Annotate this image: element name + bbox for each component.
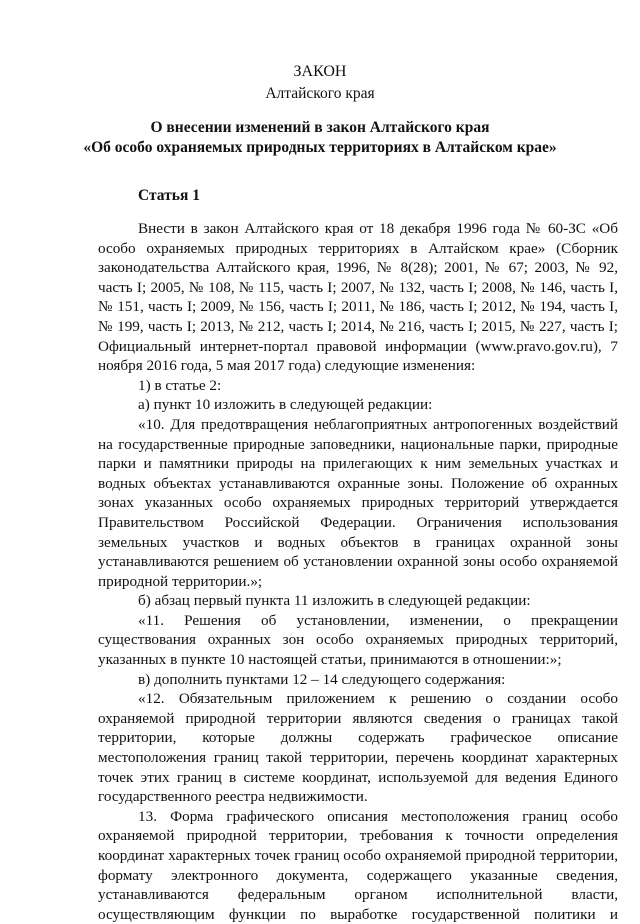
article-label: Статья 1 (138, 187, 200, 204)
paragraph-item-1: 1) в статье 2: (138, 376, 222, 394)
document-heading (0, 118, 640, 158)
paragraph-intro: Внести в закон Алтайского края от 18 декабря 1996 года № 60-ЗС «Об особо охраняемых природных территориях в Алтайском крае» (Сборник законодательства Алтайского края, 1996, № 8(28); 2001, № 67; 2003, № 92, часть I; 2005, № 108, № 115, часть I; 2007, № 132, часть I; 2008, № 146, часть I, № 151, часть I; 2009, № 156, часть I; 2011, № 186, часть I; 2012, № 194, часть I, № 199, часть I; 2013, № 212, часть I; 2014, № 216, часть I; 2015, № 227, часть I; Официальный интернет-портал правовой информации (www.pravo.gov.ru), 7 ноября 2016 года, 5 мая 2017 года) следующие изменения: (98, 220, 618, 375)
paragraph-point-11: «11. Решения об установлении, изменении, о прекращении существования охранных зон особо охраняемых природных территорий, указанных в пункте 10 настоящей статьи, принимаются в отношении:»; (98, 611, 618, 669)
paragraph-item-a: а) пункт 10 изложить в следующей редакции: (138, 396, 433, 414)
paragraph-item-b: б) абзац первый пункта 11 изложить в следующей редакции: (138, 592, 531, 610)
paragraph-item-v: в) дополнить пунктами 12 – 14 следующего содержания: (138, 670, 506, 688)
document-title: ЗАКОН (293, 63, 347, 80)
paragraph-point-10: «10. Для предотвращения неблагоприятных антропогенных воздействий на государственные природные заповедники, национальные парки, природные парки и памятники природы на прилегающих к ним земельных участках и водных объектах устанавливаются охранные зоны. Положение об охранных зонах указанных особо охраняемых природных территорий утверждается Правительством Российской Федерации. Ограничения использования земельных участков и водных объектов в границах охранной зоны устанавливаются решением об установлении охранной зоны особо охраняемой природной территории.»; (98, 415, 618, 590)
paragraph-point-12: «12. Обязательным приложением к решению о создании особо охраняемой природной территории являются сведения о границах такой территории, которые должны содержать графическое описание местоположения границ такой территории, перечень координат характерных точек этих границ в системе координат, используемой для ведения Единого государственного реестра недвижимости. (98, 690, 618, 806)
document-body (98, 219, 618, 924)
document-subtitle: Алтайского края (265, 85, 375, 102)
paragraph-point-13: 13. Форма графического описания местоположения границ особо охраняемой природной территории, требования к точности определения координат характерных точек границ особо охраняемой природной территории, формату электронного документа, содержащего указанные сведения, устанавливаются федеральным органом исполнительной власти, осуществляющим функции по выработке государственной политики и (98, 807, 618, 923)
heading-line-2: «Об особо охраняемых природных территориях в Алтайском крае» (83, 139, 557, 156)
heading-line-1: О внесении изменений в закон Алтайского края (150, 119, 490, 136)
